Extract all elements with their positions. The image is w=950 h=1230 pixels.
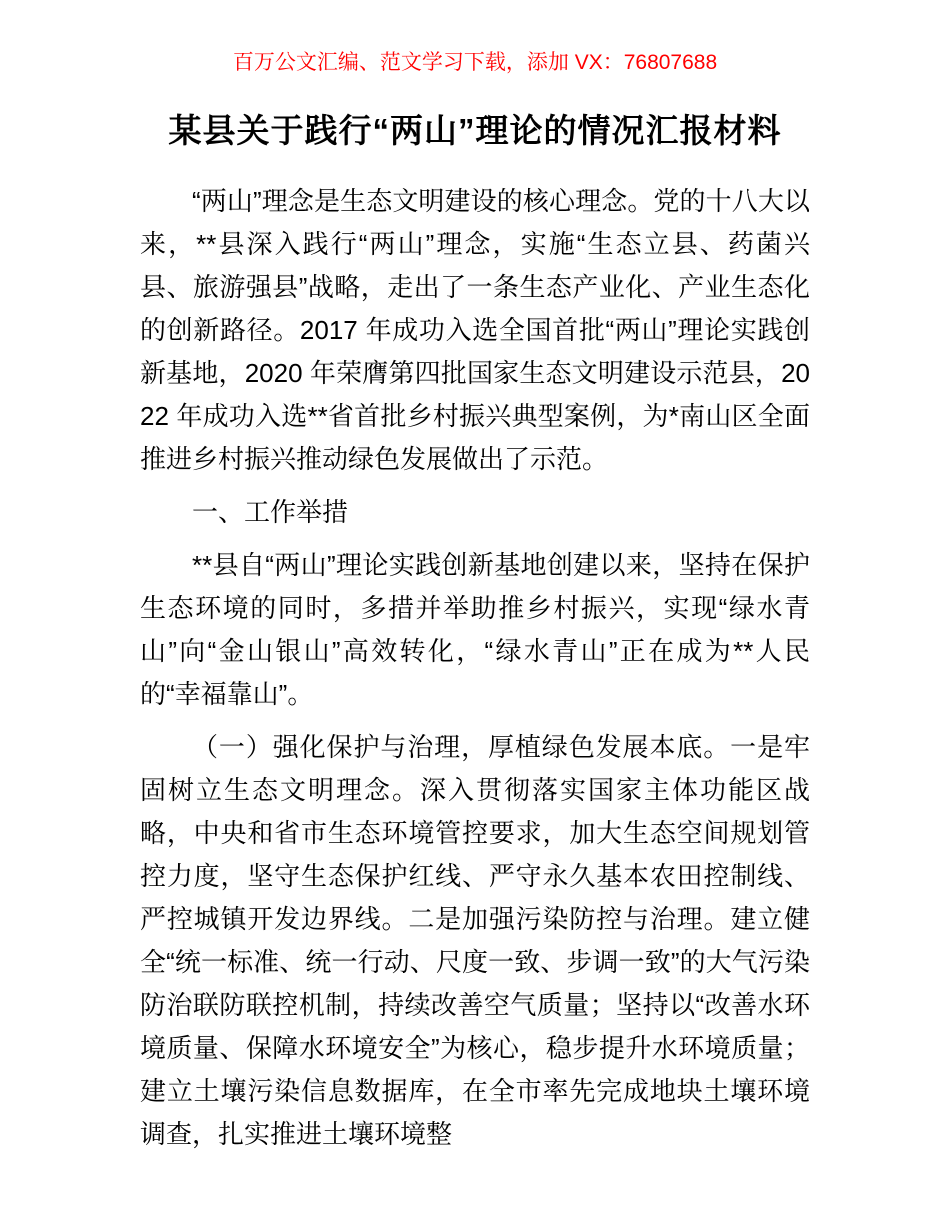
paragraph-measures-overview: **县自“两山”理论实践创新基地创建以来，坚持在保护生态环境的同时，多措并举助推乡村振兴，实现“绿水青山”向“金山银山”高效转化，“绿水青山”正在成为**人民的“幸福靠山”。: [140, 550, 810, 709]
section-heading-1: 一、工作举措: [192, 497, 349, 527]
document-body: [140, 180, 810, 1156]
paragraph-intro: “两山”理念是生态文明建设的核心理念。党的十八大以来，**县深入践行“两山”理念，实施“生态立县、药菌兴县、旅游强县”战略，走出了一条生态产业化、产业生态化的创新路径。2017 年成功入选全国首批“两山”理论实践创新基地，2020 年荣膺第四批国家生态文明建设示范县，2022 年成功入选**省首批乡村振兴典型案例，为*南山区全面推进乡村振兴推动绿色发展做出了示范。: [140, 186, 810, 474]
paragraph-protection-governance: （一）强化保护与治理，厚植绿色发展本底。一是牢固树立生态文明理念。深入贯彻落实国家主体功能区战略，中央和省市生态环境管控要求，加大生态空间规划管控力度，坚守生态保护红线、严守永久基本农田控制线、严控城镇开发边界线。二是加强污染防控与治理。建立健全“统一标准、统一行动、尺度一致、步调一致”的大气污染防治联防联控机制，持续改善空气质量；坚持以“改善水环境质量、保障水环境安全”为核心，稳步提升水环境质量；建立土壤污染信息数据库，在全市率先完成地块土壤环境调查，扎实推进土壤环境整: [140, 732, 810, 1149]
document-title: 某县关于践行“两山”理论的情况汇报材料: [168, 112, 782, 149]
watermark-text: 百万公文汇编、范文学习下载，添加 VX：76807688: [232, 51, 718, 74]
